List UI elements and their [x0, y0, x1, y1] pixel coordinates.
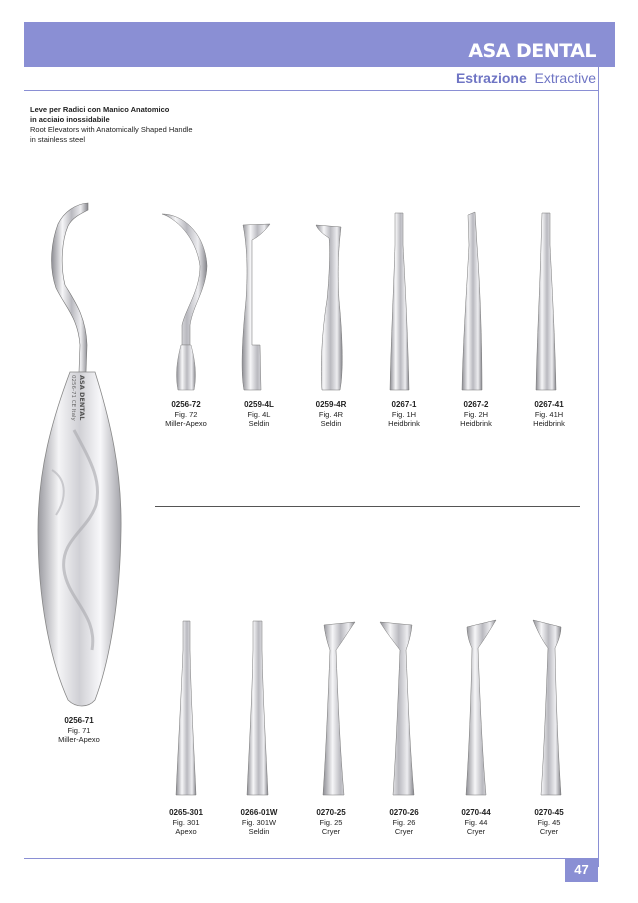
instrument-0270-26: [380, 622, 414, 795]
product-code: 0270-44: [461, 808, 491, 817]
label-0265-301: [151, 808, 221, 837]
product-code: 0267-1: [391, 400, 417, 409]
row-divider: [155, 506, 580, 507]
product-name: Miller-Apexo: [165, 419, 207, 428]
product-fig: Fig. 301W: [241, 817, 277, 827]
description-it-line2: in acciaio inossidabile: [30, 115, 110, 124]
footer-line: [24, 858, 599, 859]
product-name: Seldin: [320, 419, 342, 428]
product-name: Cryer: [321, 827, 341, 836]
product-fig: Fig. 45: [537, 817, 561, 827]
label-0267-2: [441, 400, 511, 429]
label-0270-26: [369, 808, 439, 837]
product-fig: Fig. 41H: [534, 409, 564, 419]
product-name: Heidbrink: [533, 419, 565, 428]
product-name: Cryer: [394, 827, 414, 836]
product-name: Heidbrink: [388, 419, 420, 428]
label-0266-01W: [224, 808, 294, 837]
instrument-0266-01W: [247, 621, 268, 795]
product-name: Cryer: [539, 827, 559, 836]
label-0267-1: [369, 400, 439, 429]
product-fig: Fig. 2H: [463, 409, 489, 419]
product-code: 0267-41: [534, 400, 564, 409]
product-fig: Fig. 4L: [247, 409, 271, 419]
instrument-0259-4R: [316, 225, 342, 390]
instrument-0267-41: [536, 213, 556, 390]
product-code: 0270-45: [534, 808, 564, 817]
handle-engraving-brand: ASA DENTAL: [78, 375, 86, 421]
label-0270-45: [514, 808, 584, 837]
instrument-0267-1: [390, 213, 409, 390]
product-fig: Fig. 4R: [318, 409, 344, 419]
product-code: 0256-72: [171, 400, 201, 409]
category-en: Extractive: [534, 70, 596, 86]
product-code: 0256-71: [64, 716, 94, 725]
instrument-0270-45: [533, 620, 561, 795]
product-fig: Fig. 25: [319, 817, 343, 827]
instrument-0256-72: [162, 214, 207, 390]
product-code: 0259-4R: [315, 400, 347, 409]
product-code: 0270-26: [389, 808, 419, 817]
instrument-0270-44: [466, 620, 496, 795]
brand-logo: ASA DENTAL: [468, 40, 596, 62]
label-0270-44: [441, 808, 511, 837]
label-0259-4L: [224, 400, 294, 429]
label-0267-41: [514, 400, 584, 429]
product-name: Seldin: [248, 827, 270, 836]
product-name: Seldin: [248, 419, 270, 428]
handle-engraving-code: [70, 375, 76, 421]
product-code: 0259-4L: [244, 400, 274, 409]
description-en-line2: in stainless steel: [30, 135, 86, 144]
instrument-0265-301: [176, 621, 196, 795]
label-main-product: [44, 716, 114, 745]
product-fig: Fig. 72: [174, 409, 198, 419]
label-0256-72: [151, 400, 221, 429]
product-name: Miller-Apexo: [58, 735, 100, 744]
product-name: Heidbrink: [460, 419, 492, 428]
handle-engraving-code-text: 0256-71: [70, 375, 76, 398]
product-fig: Fig. 1H: [391, 409, 417, 419]
page-number: 47: [565, 858, 598, 882]
product-name: Cryer: [466, 827, 486, 836]
description-en-line1: Root Elevators with Anatomically Shaped Handle: [30, 125, 193, 134]
handle-engraving-mark: CE Italy: [70, 399, 76, 421]
category-it: Estrazione: [455, 70, 527, 86]
product-fig: Fig. 301: [172, 817, 200, 827]
instrument-0256-71: [38, 203, 121, 706]
product-fig: Fig. 44: [464, 817, 488, 827]
product-fig: Fig. 26: [392, 817, 416, 827]
label-0270-25: [296, 808, 366, 837]
product-code: 0266-01W: [240, 808, 278, 817]
instrument-0259-4L: [242, 224, 270, 390]
label-0259-4R: [296, 400, 366, 429]
product-code: 0267-2: [463, 400, 489, 409]
product-name: Apexo: [175, 827, 197, 836]
product-code: 0265-301: [169, 808, 203, 817]
product-fig: Fig. 71: [67, 725, 91, 735]
product-code: 0270-25: [316, 808, 346, 817]
instrument-0267-2: [462, 212, 482, 390]
description-it-line1: Leve per Radici con Manico Anatomico: [30, 105, 170, 114]
instrument-0270-25: [323, 622, 355, 795]
